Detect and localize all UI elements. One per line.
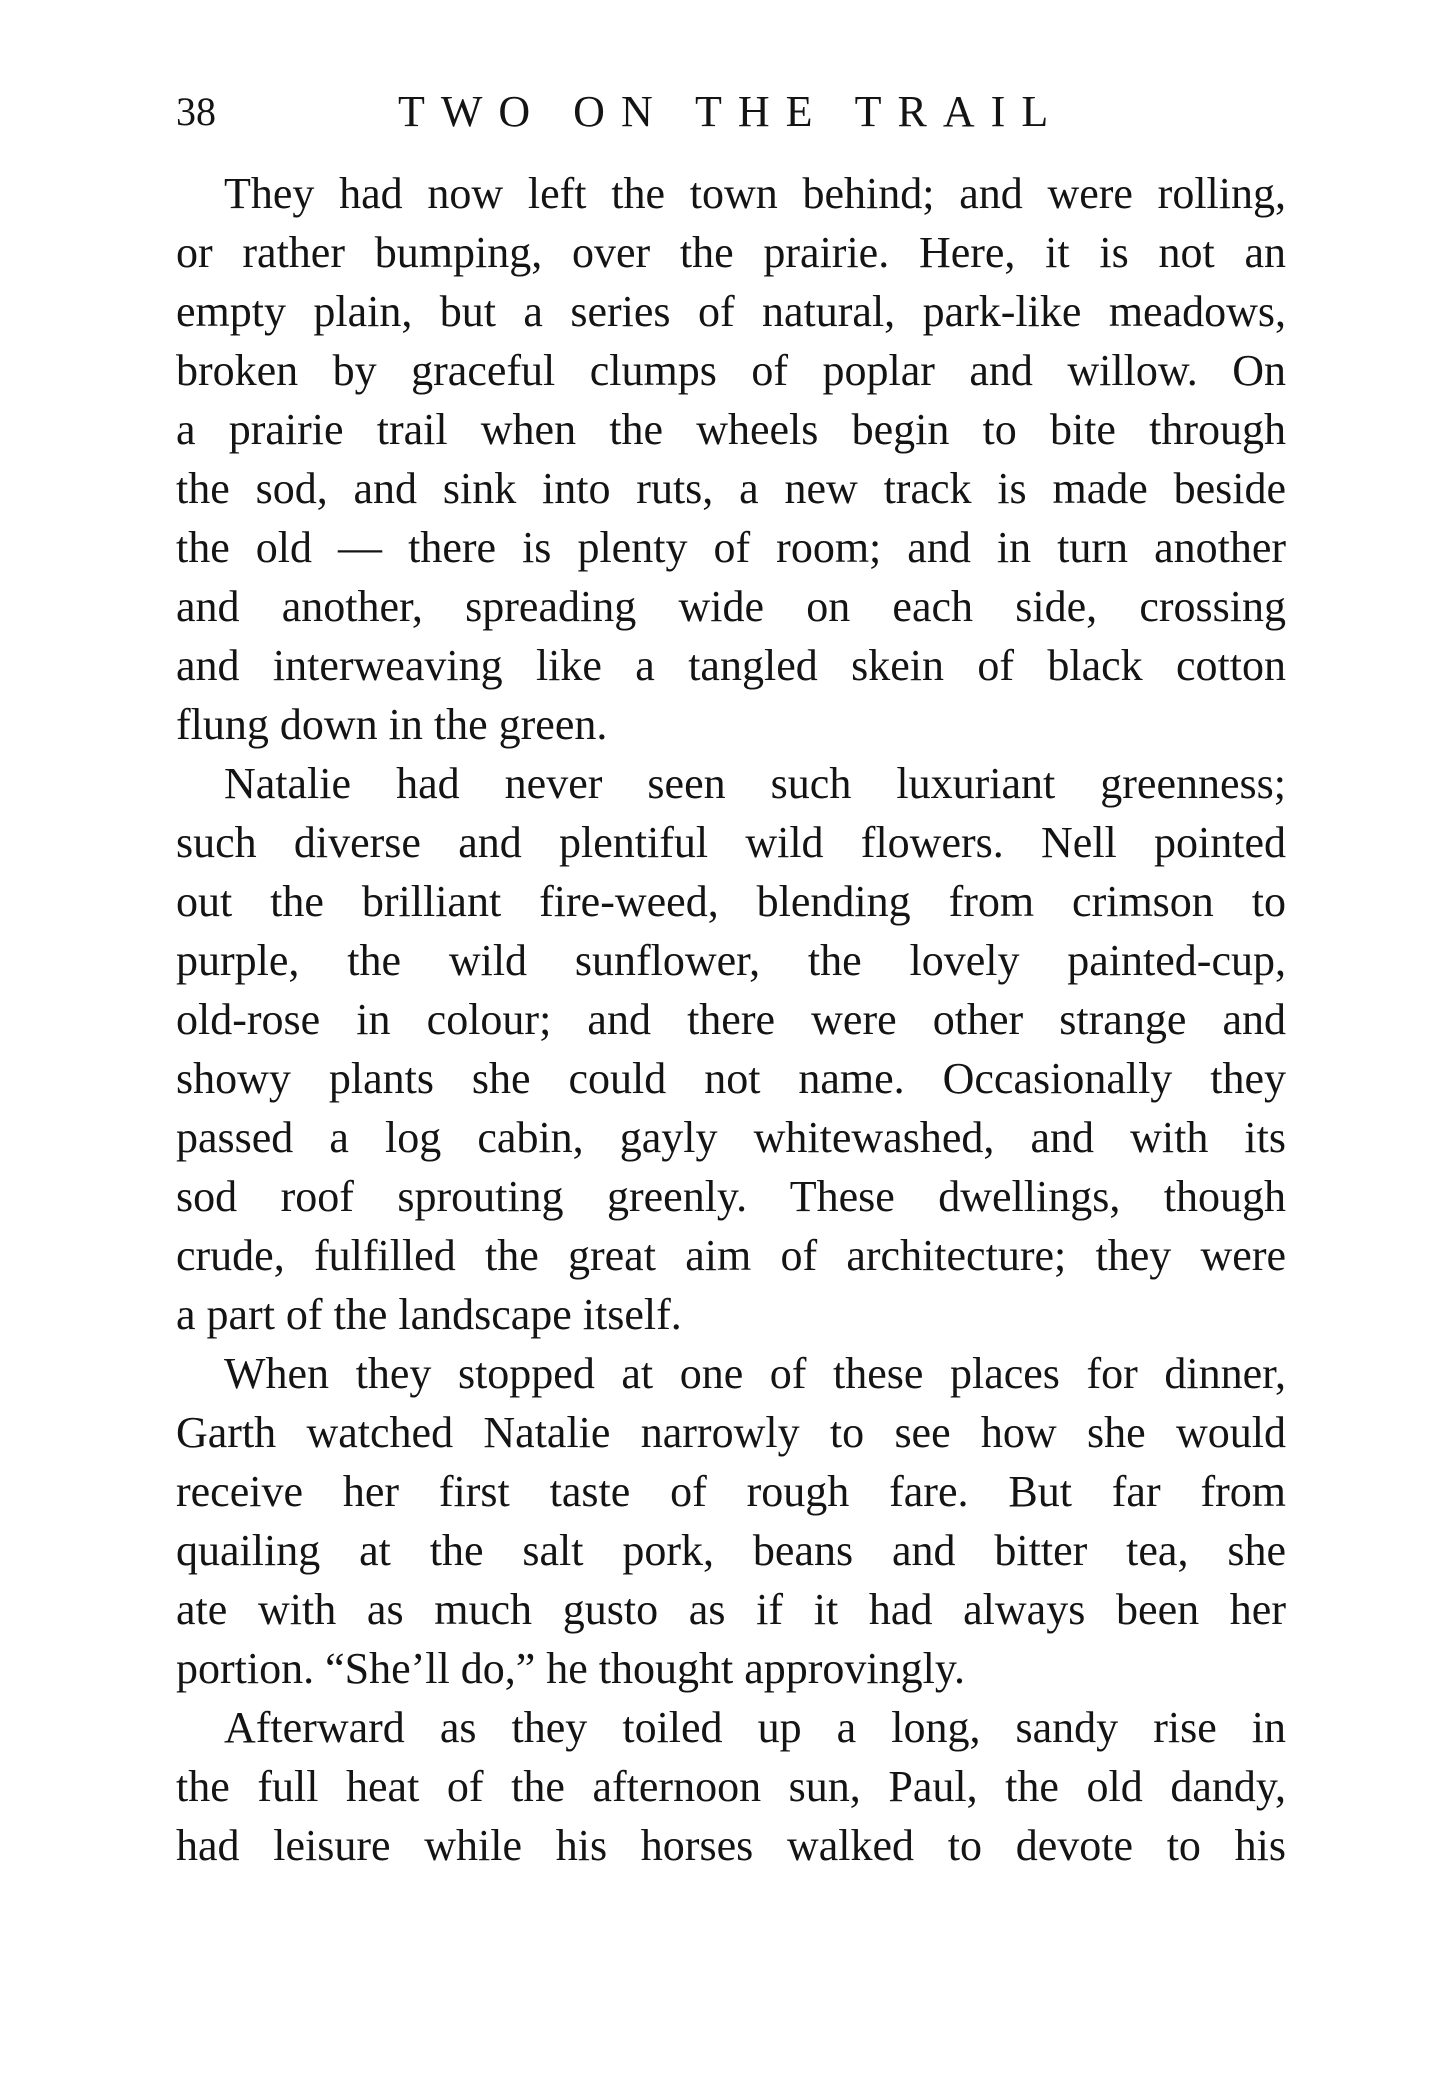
text-line: crude, fulfilled the great aim of architecture; they were bbox=[176, 1231, 1286, 1280]
text-line: passed a log cabin, gayly whitewashed, and with its bbox=[176, 1113, 1286, 1162]
body-text bbox=[176, 164, 1286, 1875]
paragraph bbox=[176, 164, 1286, 754]
running-title: TWO ON THE TRAIL bbox=[398, 87, 1065, 136]
text-line: Afterward as they toiled up a long, sandy rise in bbox=[224, 1703, 1286, 1752]
text-line: out the brilliant fire-weed, blending from crimson to bbox=[176, 877, 1286, 926]
text-line: the full heat of the afternoon sun, Paul, the old dandy, bbox=[176, 1762, 1286, 1811]
text-line: and another, spreading wide on each side, crossing bbox=[176, 582, 1286, 631]
text-line: ate with as much gusto as if it had always been her bbox=[176, 1585, 1286, 1634]
paragraph bbox=[176, 754, 1286, 1344]
text-line: the old — there is plenty of room; and in turn another bbox=[176, 523, 1286, 572]
text-line: empty plain, but a series of natural, park-like meadows, bbox=[176, 287, 1286, 336]
text-line: had leisure while his horses walked to devote to his bbox=[176, 1821, 1286, 1870]
text-line: flung down in the green. bbox=[176, 700, 608, 749]
text-line: a part of the landscape itself. bbox=[176, 1290, 682, 1339]
text-line: old-rose in colour; and there were other strange and bbox=[176, 995, 1286, 1044]
text-line: quailing at the salt pork, beans and bitter tea, she bbox=[176, 1526, 1286, 1575]
text-line: showy plants she could not name. Occasionally they bbox=[176, 1054, 1286, 1103]
text-line: the sod, and sink into ruts, a new track is made beside bbox=[176, 464, 1286, 513]
text-line: such diverse and plentiful wild flowers. Nell pointed bbox=[176, 818, 1286, 867]
text-line: Garth watched Natalie narrowly to see how she would bbox=[176, 1408, 1286, 1457]
paragraph bbox=[176, 1698, 1286, 1875]
paragraph bbox=[176, 1344, 1286, 1698]
text-line: and interweaving like a tangled skein of black cotton bbox=[176, 641, 1286, 690]
text-line: When they stopped at one of these places for dinner, bbox=[224, 1349, 1286, 1398]
text-line: broken by graceful clumps of poplar and willow. On bbox=[176, 346, 1286, 395]
text-line: portion. “She’ll do,” he thought approvingly. bbox=[176, 1644, 966, 1693]
page-number: 38 bbox=[176, 89, 216, 134]
text-line: or rather bumping, over the prairie. Here, it is not an bbox=[176, 228, 1286, 277]
text-line: receive her first taste of rough fare. But far from bbox=[176, 1467, 1286, 1516]
text-line: a prairie trail when the wheels begin to bite through bbox=[176, 405, 1286, 454]
text-line: sod roof sprouting greenly. These dwellings, though bbox=[176, 1172, 1286, 1221]
text-line: They had now left the town behind; and were rolling, bbox=[224, 169, 1286, 218]
page-header bbox=[176, 82, 1286, 142]
text-line: purple, the wild sunflower, the lovely painted-cup, bbox=[176, 936, 1286, 985]
text-line: Natalie had never seen such luxuriant greenness; bbox=[224, 759, 1286, 808]
